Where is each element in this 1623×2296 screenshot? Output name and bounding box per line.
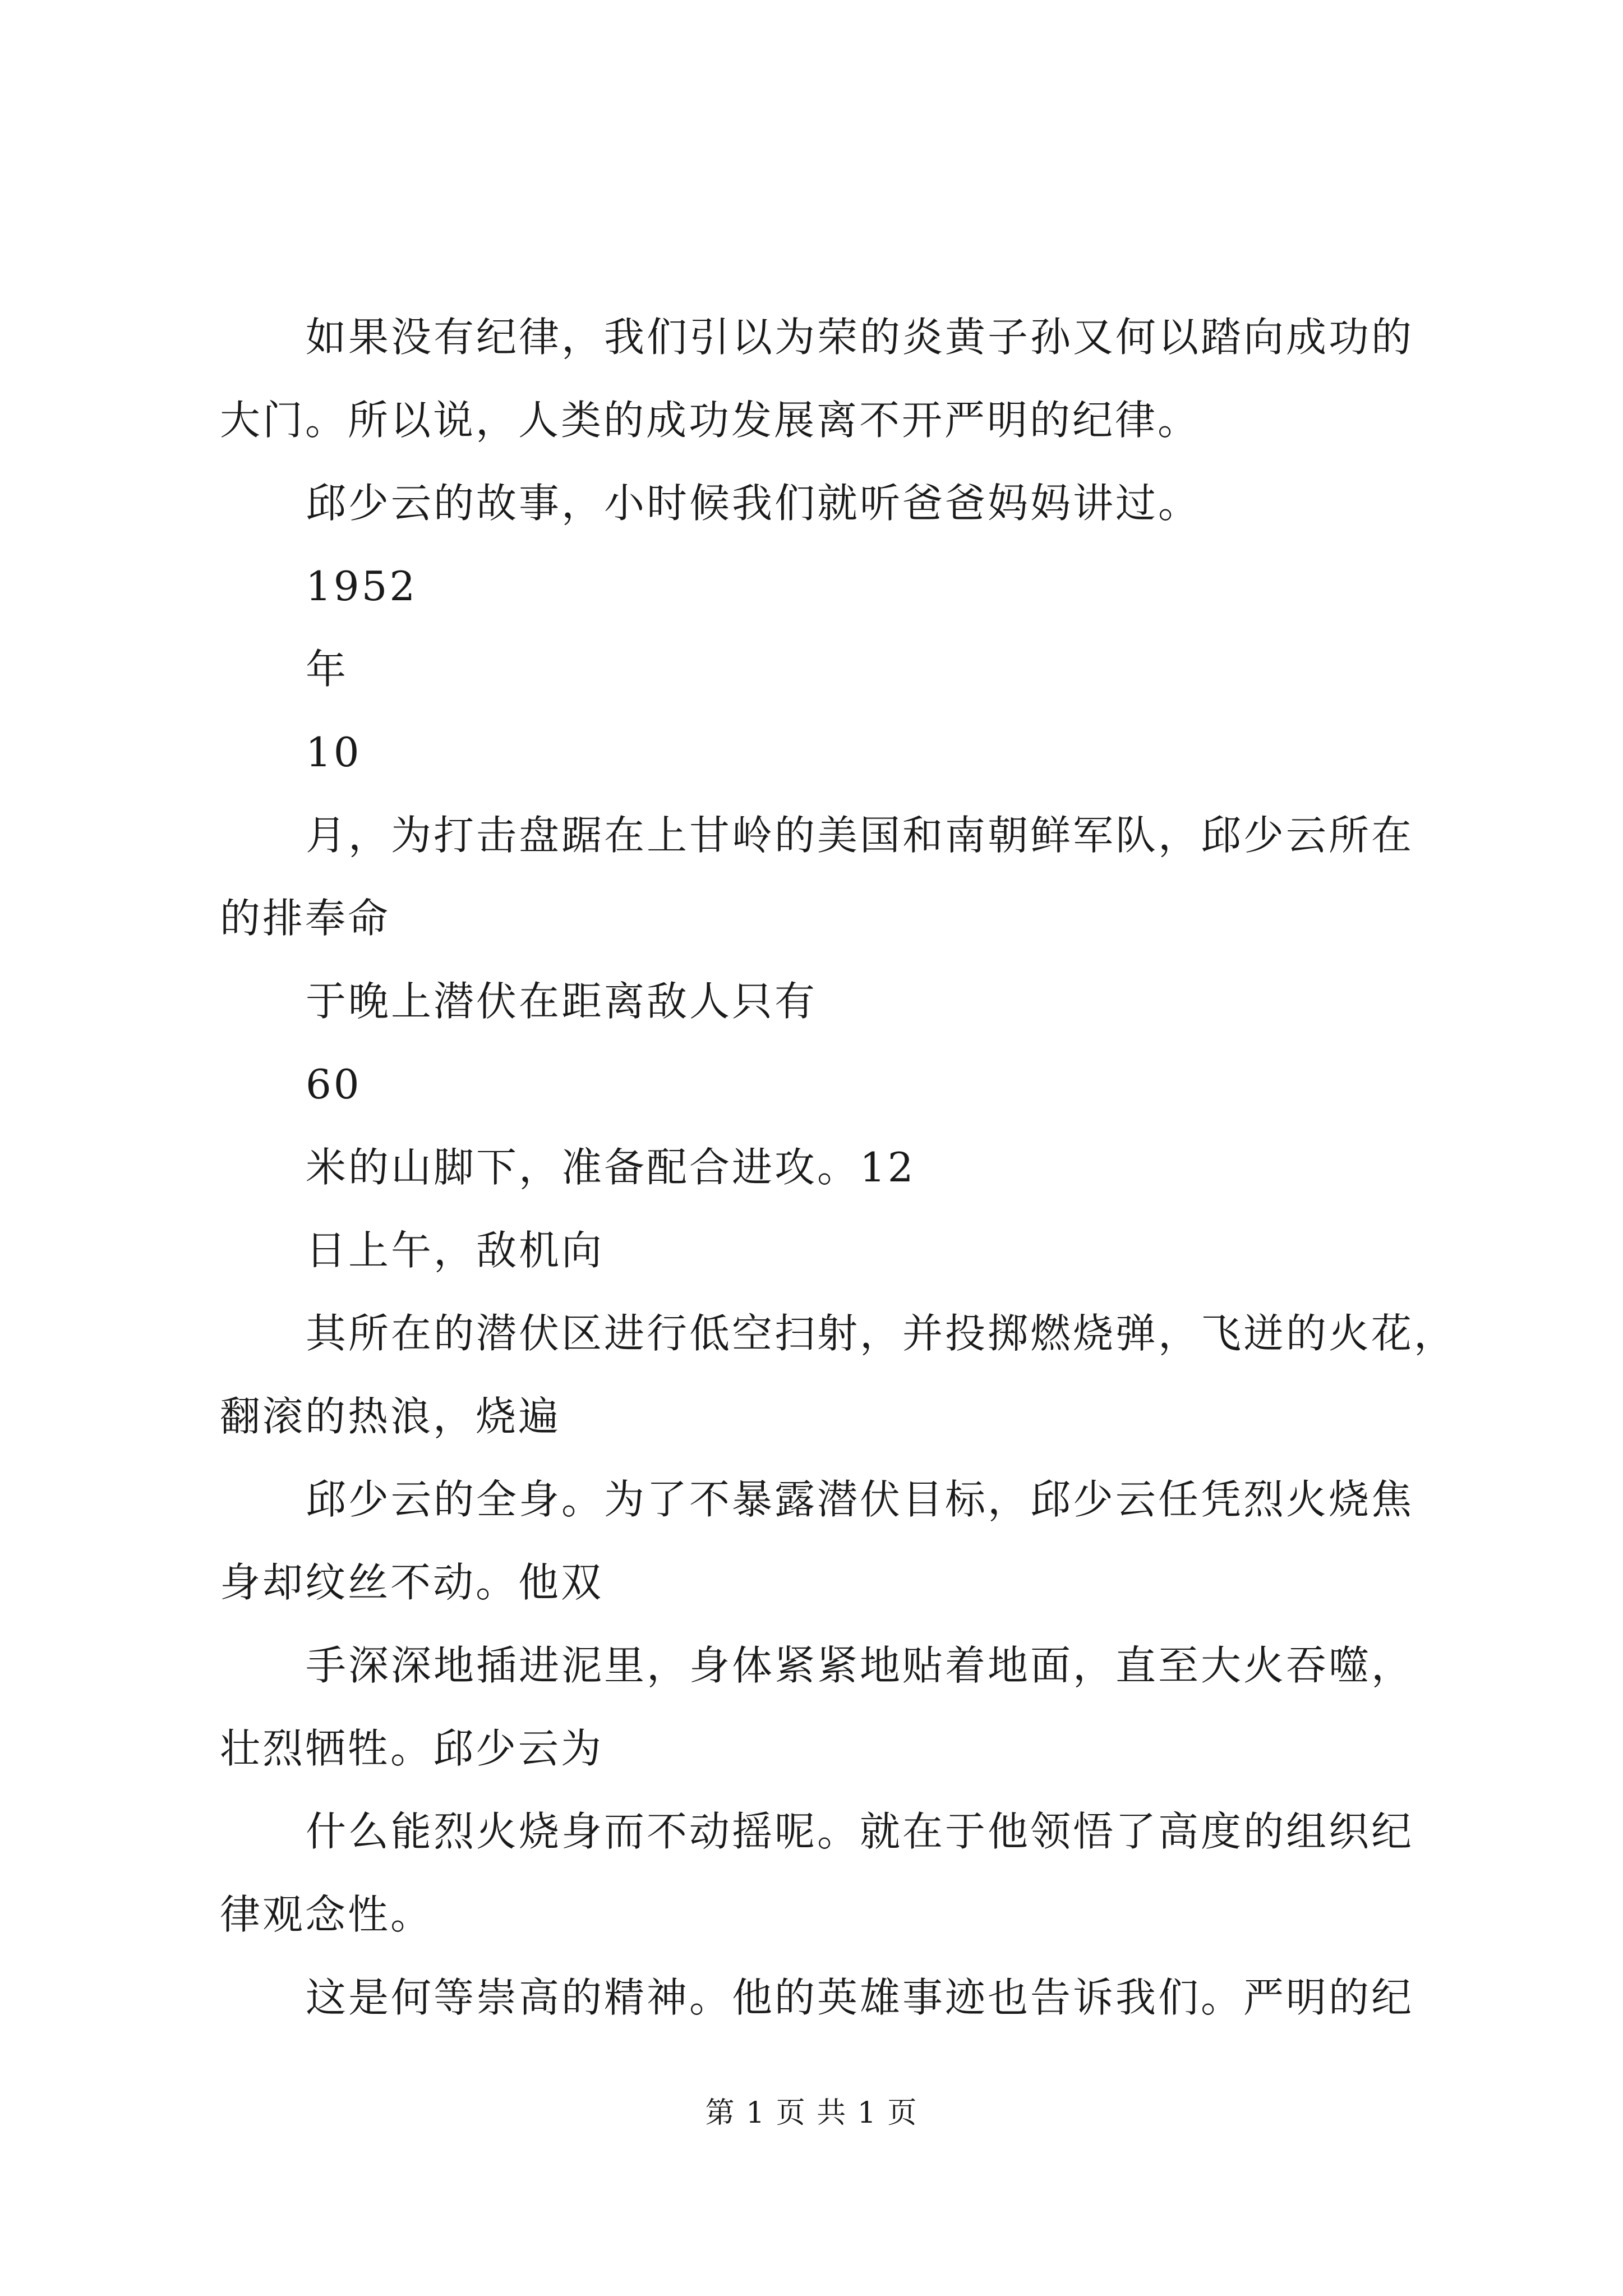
paragraph-4: 年	[306, 646, 349, 693]
paragraph-2: 邱少云的故事，小时候我们就听爸爸妈妈讲过。	[306, 480, 1201, 527]
paragraph-12-line-2: 身却纹丝不动。他双	[220, 1559, 604, 1606]
paragraph-6-line-1: 月，为打击盘踞在上甘岭的美国和南朝鲜军队，邱少云所在	[306, 812, 1414, 859]
page-footer: 第 1 页 共 1 页	[705, 2096, 918, 2130]
paragraph-6-line-2: 的排奉命	[220, 895, 391, 942]
paragraph-13-line-1: 手深深地插进泥里，身体紧紧地贴着地面，直至大火吞噬，	[306, 1642, 1414, 1689]
paragraph-8: 60	[306, 1061, 362, 1108]
paragraph-7: 于晚上潜伏在距离敌人只有	[306, 978, 818, 1025]
paragraph-1-line-2: 大门。所以说，人类的成功发展离不开严明的纪律。	[220, 397, 1201, 444]
paragraph-5: 10	[306, 729, 362, 776]
paragraph-15: 这是何等崇高的精神。他的英雄事迹也告诉我们。严明的纪	[306, 1974, 1414, 2021]
paragraph-11-line-1: 其所在的潜伏区进行低空扫射，并投掷燃烧弹，飞迸的火花，	[306, 1310, 1457, 1357]
paragraph-14-line-1: 什么能烈火烧身而不动摇呢。就在于他领悟了高度的组织纪	[306, 1808, 1414, 1855]
paragraph-3: 1952	[306, 563, 418, 610]
paragraph-1-line-1: 如果没有纪律，我们引以为荣的炎黄子孙又何以踏向成功的	[306, 314, 1414, 361]
paragraph-10: 日上午，敌机向	[306, 1227, 605, 1274]
paragraph-14-line-2: 律观念性。	[220, 1891, 434, 1938]
paragraph-9: 米的山脚下，准备配合进攻。12	[306, 1144, 916, 1191]
paragraph-13-line-2: 壮烈牺牲。邱少云为	[220, 1725, 604, 1772]
paragraph-12-line-1: 邱少云的全身。为了不暴露潜伏目标，邱少云任凭烈火烧焦	[306, 1476, 1414, 1523]
paragraph-11-line-2: 翻滚的热浪，烧遍	[220, 1393, 561, 1440]
